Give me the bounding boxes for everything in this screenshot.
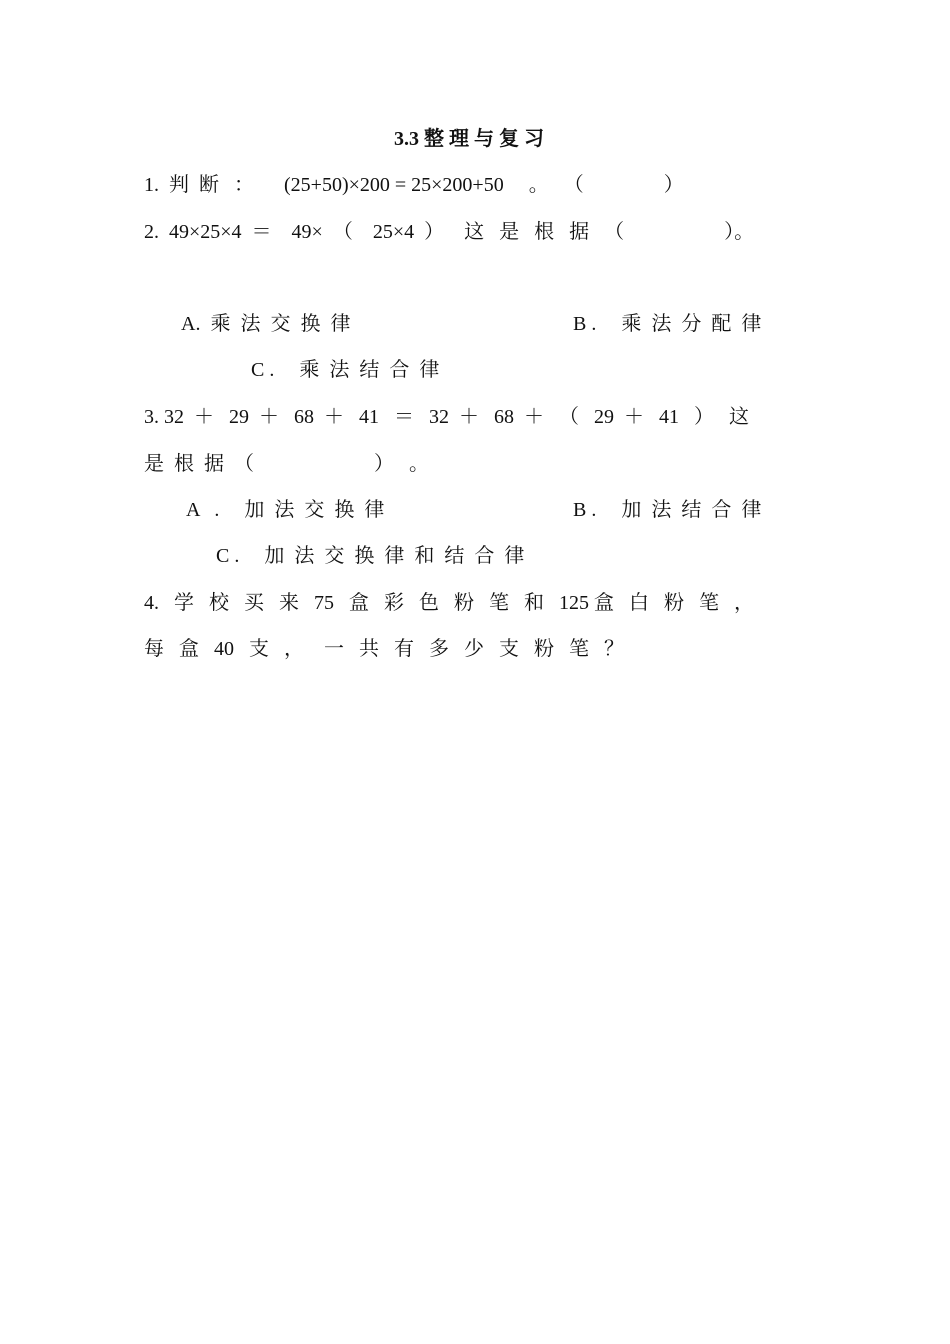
- q2-option-c: C . 乘 法 结 合 律: [251, 359, 440, 381]
- q3-option-c: C . 加 法 交 换 律 和 结 合 律: [216, 545, 525, 567]
- question-3-line-1: 3. 32 ＋ 29 ＋ 68 ＋ 41 ＝ 32 ＋ 68 ＋ （ 29 ＋ 41 ） 这: [144, 406, 749, 428]
- q3-option-b: B . 加 法 结 合 律: [573, 499, 762, 521]
- page-title: 3.3 整 理 与 复 习: [394, 128, 544, 150]
- question-4-line-2: 每 盒 40 支 ， 一 共 有 多 少 支 粉 笔 ？: [144, 638, 624, 660]
- question-3-line-2: 是 根 据 （ ） 。: [144, 453, 429, 475]
- q3-option-a: A . 加 法 交 换 律: [186, 499, 385, 521]
- q2-option-a: A. 乘 法 交 换 律: [181, 313, 351, 335]
- q2-option-b: B . 乘 法 分 配 律: [573, 313, 762, 335]
- question-1: 1. 判 断 ： (25+50)×200 = 25×200+50 。 （ ）: [144, 174, 684, 196]
- question-4-line-1: 4. 学 校 买 来 75 盒 彩 色 粉 笔 和 125 盒 白 粉 笔 ，: [144, 592, 754, 614]
- question-2: 2. 49×25×4 ＝ 49× （ 25×4 ） 这 是 根 据 （ ）。: [144, 221, 755, 243]
